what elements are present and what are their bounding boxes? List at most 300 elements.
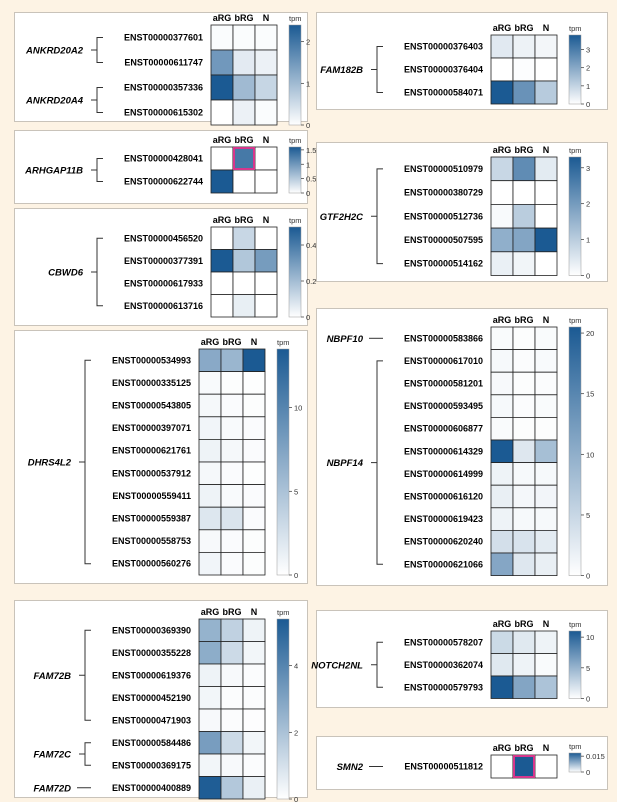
colorbar-title: tpm [569,742,582,751]
heatmap-cell [255,250,277,273]
heatmap-cell [199,552,221,575]
heatmap-cell [255,170,277,193]
colorbar-tick-label: 0 [586,694,591,704]
heatmap-cell [243,619,265,642]
heatmap-cell [233,272,255,295]
heatmap-cell [221,349,243,372]
transcript-label: ENST00000400889 [111,782,191,793]
column-header: bRG [514,619,534,629]
heatmap-cell [491,327,513,350]
gene-bracket [97,238,103,306]
heatmap-cell [491,204,513,228]
transcript-label: ENST00000579793 [403,682,483,693]
colorbar-tick-label: 10 [586,633,595,643]
heatmap-cell [535,35,557,58]
column-header: N [542,145,550,155]
heatmap-cell [221,732,243,755]
transcript-label: ENST00000534993 [111,355,191,366]
heatmap-cell [221,664,243,687]
transcript-label: ENST00000335125 [111,377,191,388]
transcript-label: ENST00000620240 [403,536,483,547]
column-header: aRG [200,607,220,617]
heatmap-cell [513,58,535,81]
heatmap-panel-notch2nl [311,610,608,708]
gene-label: NBPF14 [326,458,363,470]
heatmap-cell [255,25,277,50]
heatmap-cell [233,227,255,250]
heatmap-cell [243,552,265,575]
heatmap-cell [491,252,513,276]
heatmap-cell [243,394,265,417]
heatmap-cell [221,372,243,395]
heatmap-panel-ankrd20a2 [14,12,311,130]
colorbar-tick-label: 0 [586,768,591,777]
column-header: N [262,135,270,145]
colorbar [569,327,581,576]
column-header: N [542,23,550,33]
gene-label: FAM72C [33,749,71,761]
colorbar [569,157,581,276]
transcript-label: ENST00000369175 [111,760,191,771]
gene-bracket [97,159,103,182]
column-header: bRG [514,23,534,33]
heatmap-panel-fam182b [316,12,608,110]
gene-bracket [97,88,103,113]
transcript-label: ENST00000512736 [403,211,483,222]
heatmap-cell [491,755,513,778]
heatmap-cell [491,463,513,486]
heatmap-cell [491,485,513,508]
heatmap-cell [513,485,535,508]
heatmap-cell [513,463,535,486]
colorbar-tick-label: 2 [306,37,311,47]
heatmap-svg [15,209,317,325]
gene-bracket [377,642,383,687]
colorbar [289,25,301,125]
gene-label: GTF2H2C [319,211,363,223]
heatmap-cell [535,755,557,778]
column-header: bRG [514,743,534,753]
heatmap-cell [199,687,221,710]
colorbar-title: tpm [289,216,302,225]
heatmap-svg [317,737,607,789]
column-header: N [262,13,270,23]
heatmap-cell [233,75,255,100]
heatmap-cell [255,50,277,75]
heatmap-panel-cbwd6 [14,208,317,326]
colorbar [289,227,301,317]
heatmap-cell [513,81,535,104]
colorbar-tick-label: 0 [306,121,311,130]
gene-label: CBWD6 [48,267,83,279]
colorbar-title: tpm [289,14,302,23]
gene-bracket [97,38,103,63]
heatmap-svg [15,601,307,802]
heatmap-cell [491,181,513,205]
heatmap-cell [491,654,513,677]
transcript-label: ENST00000452190 [111,692,191,703]
heatmap-svg [15,331,307,583]
colorbar-tick-label: 4 [294,661,299,671]
heatmap-cell [535,327,557,350]
transcript-label: ENST00000619423 [403,514,483,525]
heatmap-cell [535,58,557,81]
heatmap-cell [221,777,243,800]
heatmap-cell [491,228,513,252]
heatmap-cell [243,372,265,395]
heatmap-cell [221,485,243,508]
heatmap-cell [513,417,535,440]
column-header: bRG [222,607,242,617]
heatmap-cell [535,631,557,654]
heatmap-cell [491,157,513,181]
heatmap-panel-gtf2h2c [316,142,608,282]
heatmap-cell [199,349,221,372]
transcript-label: ENST00000376404 [403,64,483,75]
colorbar-tick-label: 1 [306,79,311,89]
transcript-label: ENST00000611747 [124,57,203,68]
heatmap-cell [535,204,557,228]
heatmap-cell [243,439,265,462]
heatmap-cell [535,553,557,576]
heatmap-cell [221,709,243,732]
transcript-label: ENST00000593495 [403,401,483,412]
heatmap-cell [211,50,233,75]
gene-label: ANKRD20A2 [25,45,83,57]
column-header: N [250,337,258,347]
transcript-label: ENST00000471903 [111,715,191,726]
heatmap-cell [199,394,221,417]
heatmap-svg [317,13,607,109]
heatmap-cell [243,754,265,777]
heatmap-cell [233,100,255,125]
column-header: aRG [212,135,232,145]
colorbar-tick-label: 10 [586,450,595,460]
colorbar-tick-label: 1 [306,160,311,170]
transcript-label: ENST00000619376 [111,670,191,681]
transcript-label: ENST00000560276 [111,558,191,569]
heatmap-cell [255,295,277,318]
heatmap-cell [491,372,513,395]
heatmap-cell [535,508,557,531]
transcript-label: ENST00000510979 [403,163,483,174]
heatmap-cell [221,619,243,642]
heatmap-cell [491,395,513,418]
colorbar-tick-label: 2 [586,199,591,209]
heatmap-cell [243,462,265,485]
column-header: N [262,215,270,225]
column-header: bRG [514,145,534,155]
heatmap-svg [15,13,311,130]
heatmap-cell [535,252,557,276]
heatmap-cell [199,507,221,530]
column-header: bRG [514,315,534,325]
heatmap-panel-nbpf10 [316,308,608,586]
gene-label: SMN2 [336,762,363,773]
heatmap-cell [199,530,221,553]
heatmap-cell [243,485,265,508]
heatmap-cell [513,395,535,418]
heatmap-cell [233,25,255,50]
heatmap-cell [491,440,513,463]
heatmap-cell [255,75,277,100]
gene-label: NBPF10 [326,333,363,345]
colorbar-tick-label: 3 [586,163,591,173]
heatmap-cell [513,372,535,395]
transcript-label: ENST00000376403 [403,41,483,52]
gene-bracket [85,360,91,563]
heatmap-cell [535,181,557,205]
heatmap-cell [221,394,243,417]
transcript-label: ENST00000606877 [403,423,483,434]
heatmap-cell [491,417,513,440]
heatmap-cell [221,754,243,777]
heatmap-cell [491,508,513,531]
colorbar-tick-label: 0.5 [306,174,317,184]
heatmap-cell [211,295,233,318]
heatmap-cell [491,81,513,104]
heatmap-cell [491,35,513,58]
transcript-label: ENST00000616120 [403,491,483,502]
heatmap-cell [243,642,265,665]
colorbar-tick-label: 10 [294,403,303,413]
heatmap-cell [211,227,233,250]
heatmap-cell [513,204,535,228]
colorbar [277,619,289,799]
heatmap-cell [243,709,265,732]
heatmap-cell [243,507,265,530]
heatmap-cell [255,100,277,125]
heatmap-cell [535,157,557,181]
colorbar-tick-label: 5 [586,510,591,520]
transcript-label: ENST00000615302 [123,107,203,118]
heatmap-svg [317,143,607,281]
heatmap-cell [199,777,221,800]
colorbar-tick-label: 0 [294,571,299,580]
colorbar-tick-label: 1.5 [306,145,317,155]
heatmap-cell [535,228,557,252]
transcript-label: ENST00000397071 [111,423,191,434]
colorbar-title: tpm [569,620,582,629]
heatmap-cell [513,440,535,463]
column-header: aRG [492,145,512,155]
transcript-label: ENST00000583866 [403,333,483,344]
heatmap-cell [535,395,557,418]
transcript-label: ENST00000584071 [403,87,483,98]
colorbar-tick-label: 0 [306,313,311,322]
heatmap-cell [535,350,557,373]
column-header: N [542,743,550,753]
heatmap-cell [199,417,221,440]
heatmap-cell [233,147,255,170]
transcript-label: ENST00000355228 [111,647,191,658]
heatmap-cell [211,272,233,295]
gene-bracket [377,361,383,564]
heatmap-cell [243,732,265,755]
column-header: aRG [212,13,232,23]
heatmap-cell [491,631,513,654]
column-header: bRG [234,135,254,145]
colorbar-tick-label: 0 [306,189,311,198]
heatmap-cell [491,350,513,373]
heatmap-cell [243,417,265,440]
transcript-label: ENST00000543805 [111,400,191,411]
heatmap-cell [491,530,513,553]
colorbar [569,753,581,772]
colorbar-title: tpm [289,136,302,145]
heatmap-cell [535,463,557,486]
heatmap-cell [255,227,277,250]
gene-label: DHRS4L2 [27,457,71,469]
heatmap-cell [199,619,221,642]
transcript-label: ENST00000614999 [403,468,483,479]
heatmap-cell [233,50,255,75]
heatmap-cell [491,553,513,576]
heatmap-cell [211,75,233,100]
transcript-label: ENST00000357336 [123,82,203,93]
heatmap-cell [513,181,535,205]
heatmap-cell [221,417,243,440]
gene-bracket [377,47,383,93]
heatmap-cell [535,81,557,104]
colorbar-tick-label: 0 [586,100,591,109]
colorbar-tick-label: 1 [586,81,591,91]
heatmap-cell [513,654,535,677]
colorbar [569,631,581,699]
heatmap-cell [221,552,243,575]
heatmap-cell [535,530,557,553]
column-header: bRG [222,337,242,347]
transcript-label: ENST00000537912 [111,468,191,479]
heatmap-cell [513,350,535,373]
heatmap-cell [199,372,221,395]
gene-label: FAM72D [33,783,71,795]
heatmap-cell [513,530,535,553]
colorbar-title: tpm [569,146,582,155]
heatmap-panel-dhrs4l2 [14,330,308,584]
colorbar [569,35,581,104]
heatmap-cell [535,485,557,508]
heatmap-cell [513,157,535,181]
heatmap-cell [535,654,557,677]
transcript-label: ENST00000621066 [403,559,483,570]
colorbar-title: tpm [277,608,290,617]
transcript-label: ENST00000377601 [123,32,203,43]
column-header: aRG [212,215,232,225]
heatmap-cell [255,272,277,295]
transcript-label: ENST00000614329 [403,446,483,457]
heatmap-cell [243,349,265,372]
heatmap-cell [513,755,535,778]
gene-label: ANKRD20A4 [25,95,83,107]
transcript-label: ENST00000622744 [123,176,203,187]
column-header: N [250,607,258,617]
transcript-label: ENST00000613716 [123,300,203,311]
heatmap-cell [535,440,557,463]
colorbar-tick-label: 0.015 [586,752,605,762]
heatmap-cell [513,252,535,276]
column-header: aRG [492,619,512,629]
heatmap-cell [513,35,535,58]
colorbar-tick-label: 5 [294,487,299,497]
heatmap-cell [233,250,255,273]
heatmap-cell [491,58,513,81]
heatmap-cell [243,777,265,800]
heatmap-cell [513,553,535,576]
gene-bracket [85,630,91,720]
gene-label: FAM182B [320,65,363,76]
heatmap-cell [221,642,243,665]
heatmap-svg [311,611,607,707]
colorbar-tick-label: 20 [586,329,595,339]
column-header: N [542,315,550,325]
transcript-label: ENST00000362074 [403,659,483,670]
transcript-label: ENST00000581201 [403,378,483,389]
column-header: aRG [492,743,512,753]
heatmap-cell [491,676,513,699]
transcript-label: ENST00000559387 [111,513,191,524]
heatmap-cell [513,327,535,350]
heatmap-cell [243,664,265,687]
colorbar-tick-label: 3 [586,45,591,55]
column-header: aRG [492,23,512,33]
heatmap-panel-smn2 [316,736,608,790]
colorbar-tick-label: 0 [294,795,299,802]
gene-bracket [85,743,91,766]
colorbar-tick-label: 2 [586,63,591,73]
heatmap-cell [221,507,243,530]
colorbar-title: tpm [569,316,582,325]
heatmap-cell [199,642,221,665]
heatmap-svg [317,309,607,585]
transcript-label: ENST00000377391 [123,255,203,266]
transcript-label: ENST00000578207 [403,637,483,648]
heatmap-cell [513,631,535,654]
colorbar-tick-label: 15 [586,389,595,399]
heatmap-cell [243,530,265,553]
heatmap-cell [199,439,221,462]
heatmap-cell [211,250,233,273]
colorbar [277,349,289,575]
transcript-label: ENST00000559411 [112,490,191,501]
gene-label: FAM72B [33,670,71,682]
transcript-label: ENST00000428041 [123,153,203,164]
heatmap-cell [233,295,255,318]
heatmap-cell [535,372,557,395]
gene-label: ARHGAP11B [25,165,83,177]
heatmap-cell [221,530,243,553]
colorbar-tick-label: 2 [294,728,299,738]
heatmap-cell [513,676,535,699]
heatmap-cell [211,100,233,125]
heatmap-cell [199,462,221,485]
colorbar-title: tpm [569,24,582,33]
colorbar [289,147,301,193]
transcript-label: ENST00000617933 [123,278,203,289]
heatmap-cell [199,732,221,755]
heatmap-cell [211,25,233,50]
heatmap-cell [211,170,233,193]
heatmap-cell [199,664,221,687]
heatmap-cell [513,508,535,531]
heatmap-panel-fam72b [14,600,308,802]
transcript-label: ENST00000584486 [111,737,191,748]
transcript-label: ENST00000558753 [111,536,191,547]
heatmap-cell [221,462,243,485]
heatmap-cell [199,754,221,777]
heatmap-cell [243,687,265,710]
colorbar-tick-label: 0 [586,271,591,281]
